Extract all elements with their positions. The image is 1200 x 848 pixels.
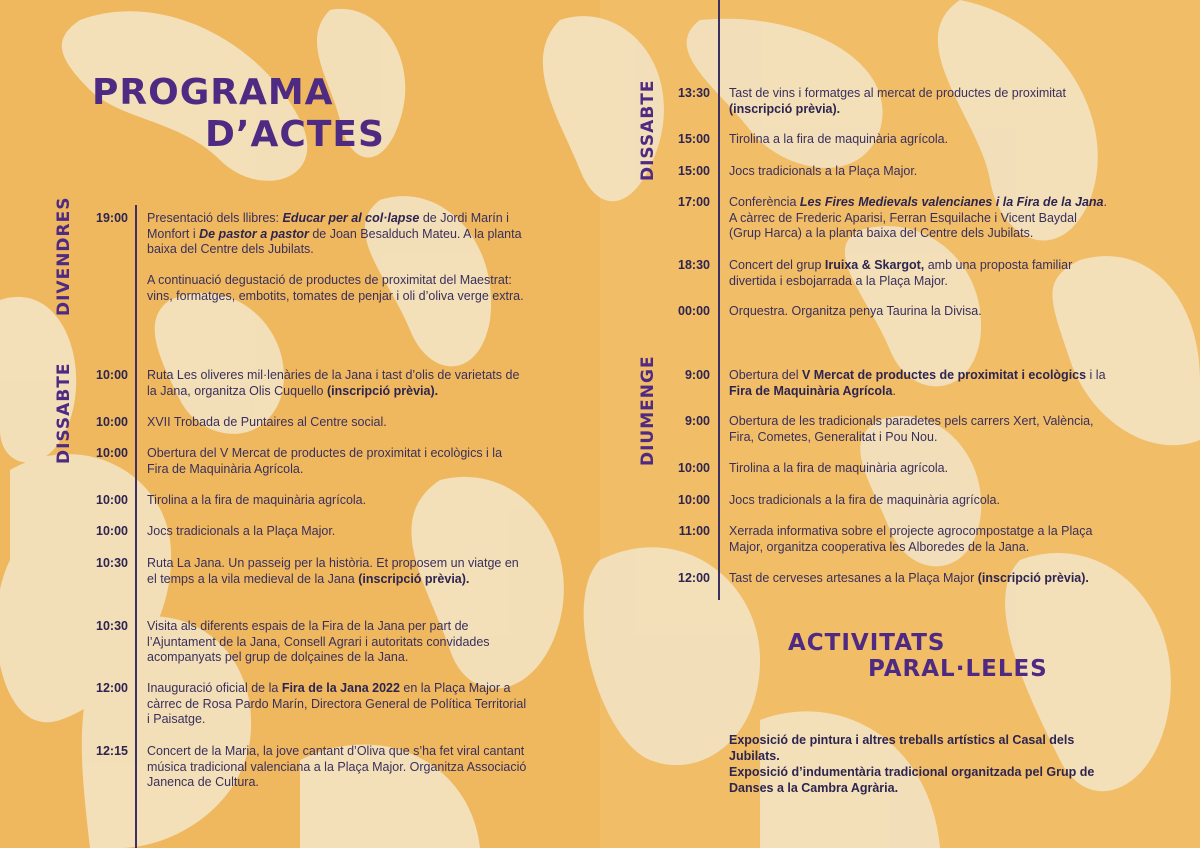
event-text-segment: Tast de cerveses artesanes a la Plaça Major xyxy=(729,571,978,585)
page-title-line1: PROGRAMA xyxy=(92,72,334,113)
event-time: 00:00 xyxy=(678,304,710,318)
event-description xyxy=(729,132,1109,148)
event-text-segment: Iruixa & Skargot, xyxy=(824,258,925,272)
event-text-segment: Ruta Les oliveres mil·lenàries de la Jana i tast d’olis de varietats de la Jana, organitza Olis Cuquello xyxy=(147,368,520,398)
event-text-segment: Tast de vins i formatges al mercat de productes de proximitat xyxy=(729,86,1066,100)
event-text-segment: Tirolina a la fira de maquinària agrícola. xyxy=(729,132,949,146)
event-description xyxy=(147,493,527,509)
parallel-item: Exposició d’indumentària tradicional organitzada pel Grup de Danses a la Cambra Agrària. xyxy=(729,765,1095,795)
event-description xyxy=(729,86,1109,117)
event-description xyxy=(729,195,1109,242)
event-text-segment: Ruta La Jana. Un passeig per la història. Et proposem un viatge en el temps a la vila medieval de la Jana xyxy=(147,556,519,586)
event-description xyxy=(729,493,1109,509)
parallel-title-line1: ACTIVITATS xyxy=(788,630,946,656)
event-time: 9:00 xyxy=(684,414,710,428)
event-text-segment: Conferència xyxy=(729,195,800,209)
event-time: 17:00 xyxy=(678,195,710,209)
event-time: 19:00 xyxy=(96,211,128,225)
event-time: 10:00 xyxy=(96,446,128,460)
event-text-segment: Fira de Maquinària Agrícola xyxy=(729,383,893,398)
event-description xyxy=(147,744,527,791)
event-text-segment: . xyxy=(892,383,896,398)
event-text-segment: Obertura de les tradicionals paradetes pels carrers Xert, València, Fira, Cometes, Generalitat i Pou Nou. xyxy=(729,414,1094,444)
event-description xyxy=(147,619,527,666)
parallel-item: Exposició de pintura i altres treballs artístics al Casal dels Jubilats. xyxy=(729,733,1075,763)
event-text-segment: XVII Trobada de Puntaires al Centre social. xyxy=(147,415,387,429)
event-text-segment: Fira de la Jana 2022 xyxy=(281,681,400,695)
event-text-segment: (inscripció prèvia). xyxy=(729,101,841,116)
event-time: 10:00 xyxy=(96,493,128,507)
event-text-segment: Concert del grup xyxy=(729,258,825,272)
event-text-segment: Jocs tradicionals a la Plaça Major. xyxy=(147,524,336,538)
event-description xyxy=(147,556,527,587)
event-description xyxy=(729,414,1109,445)
event-text-segment: De pastor a pastor xyxy=(199,226,309,241)
event-time: 10:00 xyxy=(678,493,710,507)
event-text-segment: Les Fires Medievals valencianes i la Fira de la Jana xyxy=(799,195,1104,209)
day-label-dissabte-right: DISSABTE xyxy=(638,79,658,181)
event-description xyxy=(147,524,527,540)
event-text-segment: Tirolina a la fira de maquinària agrícola. xyxy=(147,493,367,507)
parallel-title-line2: PARAL·LELES xyxy=(868,656,1048,682)
day-label-divendres: DIVENDRES xyxy=(54,196,74,316)
event-time: 10:00 xyxy=(678,461,710,475)
event-text-segment: (inscripció prèvia). xyxy=(326,383,439,398)
event-text-segment: Educar per al col·lapse xyxy=(282,211,420,225)
event-text-segment: en la Plaça Major a càrrec de Rosa Pardo Marín, Directora General de Política Territorial i Paisatge. xyxy=(147,681,527,727)
event-text-segment: Jocs tradicionals a la fira de maquinària agrícola. xyxy=(729,493,1000,507)
event-description xyxy=(729,258,1109,289)
event-description xyxy=(147,368,527,399)
event-description xyxy=(147,211,527,258)
event-time: 10:00 xyxy=(96,415,128,429)
event-text-segment: Concert de la Maria, la jove cantant d’Oliva que s’ha fet viral cantant música tradicional valenciana a la Plaça Major. Organitza Associació Janenca de Cultura. xyxy=(147,744,527,790)
event-time: 12:00 xyxy=(96,681,128,695)
event-text-segment: Obertura del xyxy=(729,368,802,382)
event-text-segment: Obertura del V Mercat de productes de proximitat i ecològics i la Fira de Maquinària Agrícola. xyxy=(147,446,503,476)
event-text-segment: Xerrada informativa sobre el projecte agrocompostatge a la Plaça Major, organitza cooperativa les Alboredes de la Jana. xyxy=(729,524,1093,554)
event-time: 10:30 xyxy=(96,556,128,570)
event-description xyxy=(147,415,527,431)
event-text-segment: (inscripció prèvia). xyxy=(977,571,1089,585)
event-description xyxy=(729,304,1109,320)
event-text-segment: Inauguració oficial de la xyxy=(147,681,282,695)
event-time: 10:30 xyxy=(96,619,128,633)
event-description xyxy=(729,368,1109,399)
event-time: 11:00 xyxy=(678,524,710,538)
event-description xyxy=(729,164,1109,180)
event-description xyxy=(147,446,527,477)
event-time: 10:00 xyxy=(96,368,128,382)
event-text-segment: Visita als diferents espais de la Fira de la Jana per part de l’Ajuntament de la Jana, Consell Agrari i autoritats convidades acompanyats pel grup de dolçaines de la Jana. xyxy=(147,619,490,665)
event-text-segment: (inscripció prèvia). xyxy=(358,571,470,586)
event-text-segment: amb una proposta familiar divertida i esbojarrada a la Plaça Major. xyxy=(729,258,1073,288)
event-text-segment: A continuació degustació de productes de proximitat del Maestrat: vins, formatges, embotits, tomates de penjar i oli d’oliva verge extra. xyxy=(147,273,524,303)
event-description xyxy=(147,681,527,728)
event-text-segment: V Mercat de productes de proximitat i ecològics xyxy=(801,368,1087,382)
left-timeline xyxy=(135,205,137,848)
event-text-segment: de Joan Besalduch Mateu. A la planta baixa del Centre dels Jubilats. xyxy=(147,226,522,257)
event-text-segment: Tirolina a la fira de maquinària agrícola. xyxy=(729,461,949,475)
event-text-segment: de Jordi Marín i Monfort i xyxy=(147,211,509,241)
right-timeline xyxy=(718,0,720,600)
event-time: 13:30 xyxy=(678,86,710,100)
event-text-segment: Orquestra. Organitza penya Taurina la Divisa. xyxy=(729,304,982,318)
event-description xyxy=(729,524,1109,555)
event-description xyxy=(729,461,1109,477)
event-description xyxy=(147,273,527,304)
event-time: 18:30 xyxy=(678,258,710,272)
event-time: 10:00 xyxy=(96,524,128,538)
page-title-line2: D’ACTES xyxy=(205,114,385,155)
day-label-diumenge: DIUMENGE xyxy=(638,355,658,466)
event-time: 12:15 xyxy=(96,744,128,758)
event-text-segment: . A càrrec de Frederic Aparisi, Ferran Esquilache i Vicent Baydal (Grup Harca) a la planta baixa del Centre dels Jubilats. xyxy=(729,195,1107,241)
event-text-segment: Presentació dels llibres: xyxy=(147,211,283,225)
event-time: 9:00 xyxy=(684,368,710,382)
event-text-segment: i la xyxy=(1086,368,1106,382)
event-time: 15:00 xyxy=(678,132,710,146)
event-time: 12:00 xyxy=(678,571,710,585)
day-label-dissabte-left: DISSABTE xyxy=(54,362,74,464)
event-description xyxy=(729,571,1109,587)
event-time: 15:00 xyxy=(678,164,710,178)
event-text-segment: Jocs tradicionals a la Plaça Major. xyxy=(729,164,918,178)
